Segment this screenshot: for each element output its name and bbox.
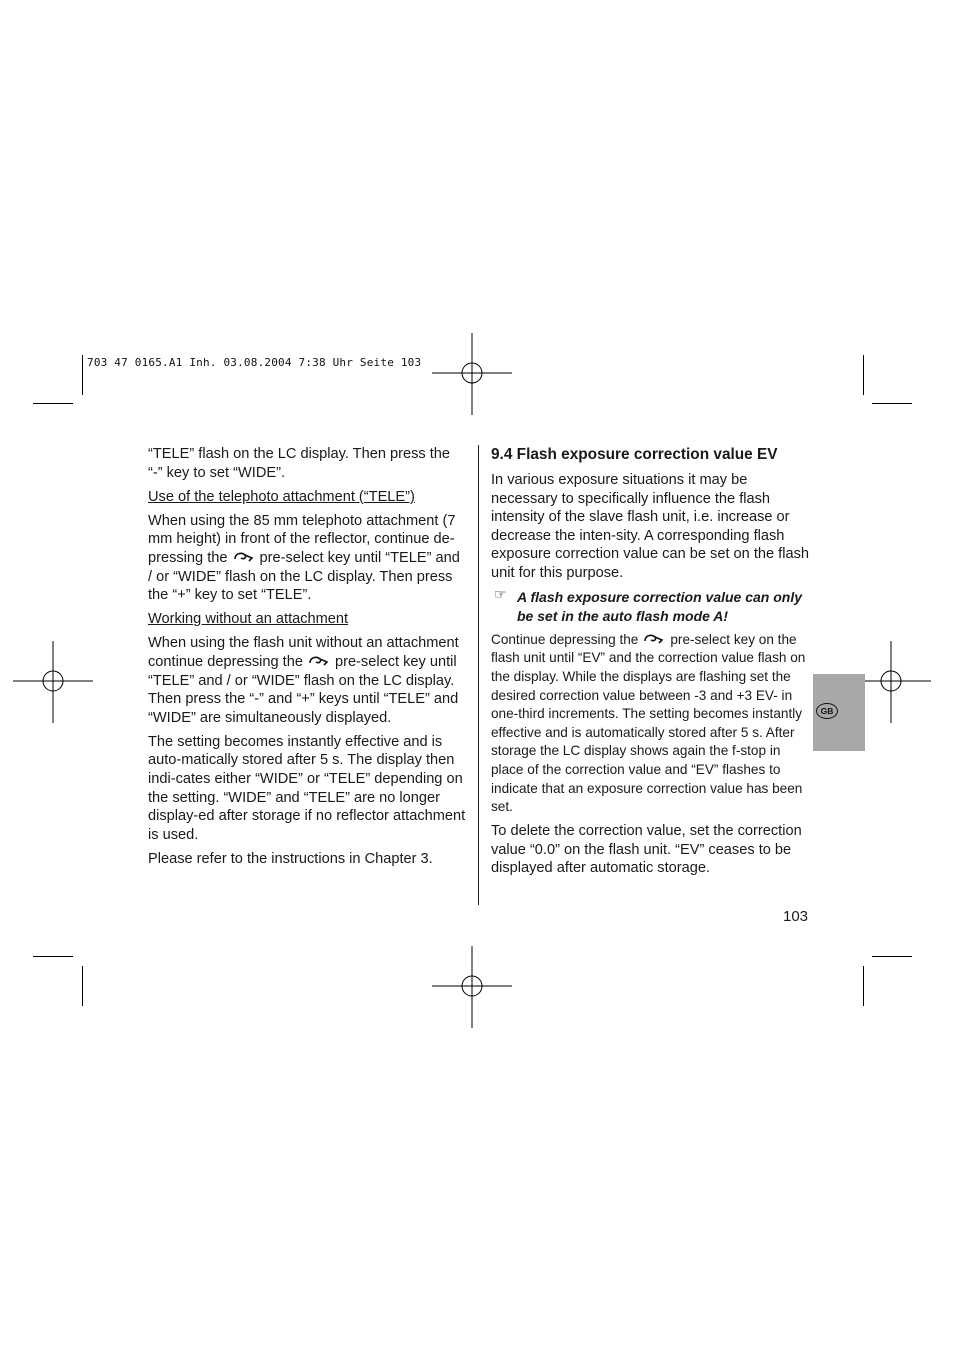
paragraph: The setting becomes instantly effective and is auto-matically stored after 5 s. The display then indi-cates either “WIDE” or “TELE” depending on the setting. “WIDE” and “TELE” are no longer display-ed after storage if no reflector attachment is used. <box>148 733 466 843</box>
registration-mark-left <box>13 641 95 723</box>
section-heading: 9.4 Flash exposure correction value EV <box>491 446 778 463</box>
subheading-no-attachment: Working without an attachment <box>148 611 349 628</box>
text: When using the flash unit without an attachment continue depressing the <box>148 635 459 670</box>
left-column <box>148 445 466 874</box>
note-text: A flash exposure correction value can only be set in the auto flash mode A! <box>517 589 803 624</box>
subheading-telephoto: Use of the telephoto attachment (“TELE”) <box>148 488 415 505</box>
pointing-hand-icon: ☞ <box>494 586 507 603</box>
column-divider <box>478 445 479 905</box>
preselect-key-icon <box>232 551 256 563</box>
preselect-key-icon <box>642 633 666 645</box>
registration-mark-bottom <box>432 946 514 1028</box>
language-badge: GB <box>816 703 838 719</box>
paragraph: Please refer to the instructions in Chapter 3. <box>148 850 433 867</box>
right-column <box>491 445 809 883</box>
print-slug: 703 47 0165.A1 Inh. 03.08.2004 7:38 Uhr Seite 103 <box>87 356 422 369</box>
paragraph: To delete the correction value, set the correction value “0.0” on the flash unit. “EV” ceases to be displayed after automatic storage. <box>491 823 802 877</box>
registration-mark-top <box>432 333 514 415</box>
paragraph: In various exposure situations it may be necessary to specifically influence the flash intensity of the slave flash unit, i.e. increase or decrease the inten-sity. A corresponding flash exposure correction value can be set on the flash unit for this purpose. <box>491 472 810 581</box>
text: pre-select key until “TELE” and / or “WIDE” flash on the LC display. Then press the “+” key to set “TELE”. <box>148 549 460 604</box>
text: pre-select key until “TELE” and / or “WIDE” flash on the LC display. Then press the “-” and “+” keys until “TELE” and “WIDE” are simultaneously displayed. <box>148 653 459 726</box>
page-number: 103 <box>783 908 809 925</box>
paragraph: “TELE” flash on the LC display. Then press the “-” key to set “WIDE”. <box>148 446 451 481</box>
paragraph <box>491 631 809 817</box>
text: Continue depressing the <box>491 631 639 647</box>
text: When using the 85 mm telephoto attachment (7 mm height) in front of the reflector, continue de-pressing the <box>148 512 456 566</box>
text: pre-select key on the flash unit until “EV” and the correction value flash on the display. While the displays are flashing set the desired correction value between -3 and +3 EV- in one-third increments. The setting becomes instantly effective and is automatically stored after 5 s. After storage the LC display shows again the f-stop in place of the correction value and “EV” flashes to indicate that an exposure correction value has been set. <box>491 631 806 815</box>
paragraph <box>148 512 466 605</box>
paragraph <box>148 634 466 727</box>
note <box>491 588 809 625</box>
preselect-key-icon <box>307 655 331 667</box>
